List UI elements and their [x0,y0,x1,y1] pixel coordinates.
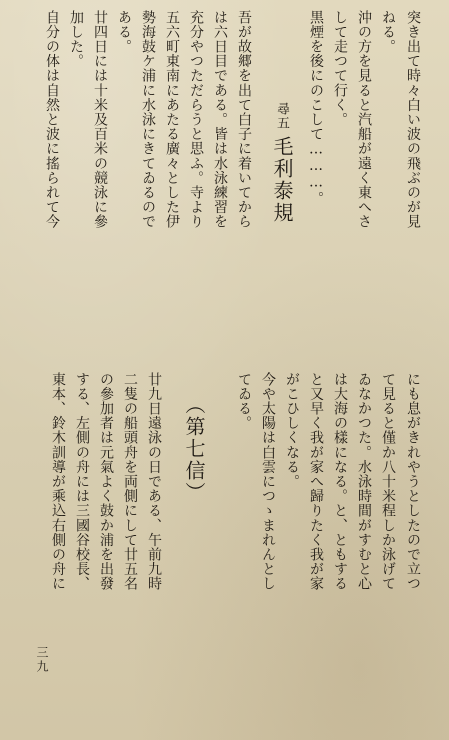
text-line: ねる。 [380,10,396,54]
text-line: 二隻の船頭舟を両側にして廿五名 [122,372,138,591]
section-heading: （第七信） [182,394,206,504]
text-line: 吾が故郷を出て白子に着いてから [236,10,252,229]
text-line: 勢海鼓ケ浦に水泳にきてゐるので [140,10,156,229]
text-line: て見ると僅か八十米程しか泳げて [380,372,396,591]
page-number: 三九 [35,646,49,674]
author-name: 毛利泰規 [270,136,294,224]
text-line: して走つて行く。 [332,10,348,127]
text-line: 今や太陽は白雲につゝまれんとし [260,372,276,591]
text-line: する、左側の舟には三國谷校長、 [74,372,90,591]
text-line: 加した。 [68,10,84,69]
text-line: 五六町東南にあたる廣々とした伊 [164,10,180,229]
text-line: は六日目である。皆は水泳練習を [212,10,228,229]
grade-label: 尋五 [274,102,289,130]
top-text-block [0,10,449,330]
text-line: 突き出て時々白い波の飛ぶのが見 [405,10,421,229]
text-line: は大海の樣になる。と、ともする [332,372,348,591]
text-line: 廿九日遠泳の日である、午前九時 [146,372,162,591]
text-line: がこひしくなる。 [284,372,300,489]
text-line: 自分の体は自然と波に搖られて今 [44,10,60,229]
text-line: 黒煙を後にのこして………。 [308,10,324,206]
text-line: ある。 [116,10,132,54]
bottom-text-block [0,372,449,692]
text-line: 廿四日には十米及百米の競泳に參 [92,10,108,229]
text-line: にも息がきれやうとしたので立つ [405,372,421,591]
text-line: てゐる。 [236,372,252,431]
text-line: ゐなかつた。水泳時間がすむと心 [356,372,372,591]
text-line: 東本、鈴木訓導が乘込右側の舟に [50,372,66,591]
text-line: と又早く我が家へ歸りたく我が家 [308,372,324,591]
text-line: の參加者は元氣よく鼓か浦を出發 [98,372,114,591]
text-line: 沖の方を見ると汽船が遠く東へさ [356,10,372,229]
text-line: 充分やつただらうと思ふ。寺より [188,10,204,229]
